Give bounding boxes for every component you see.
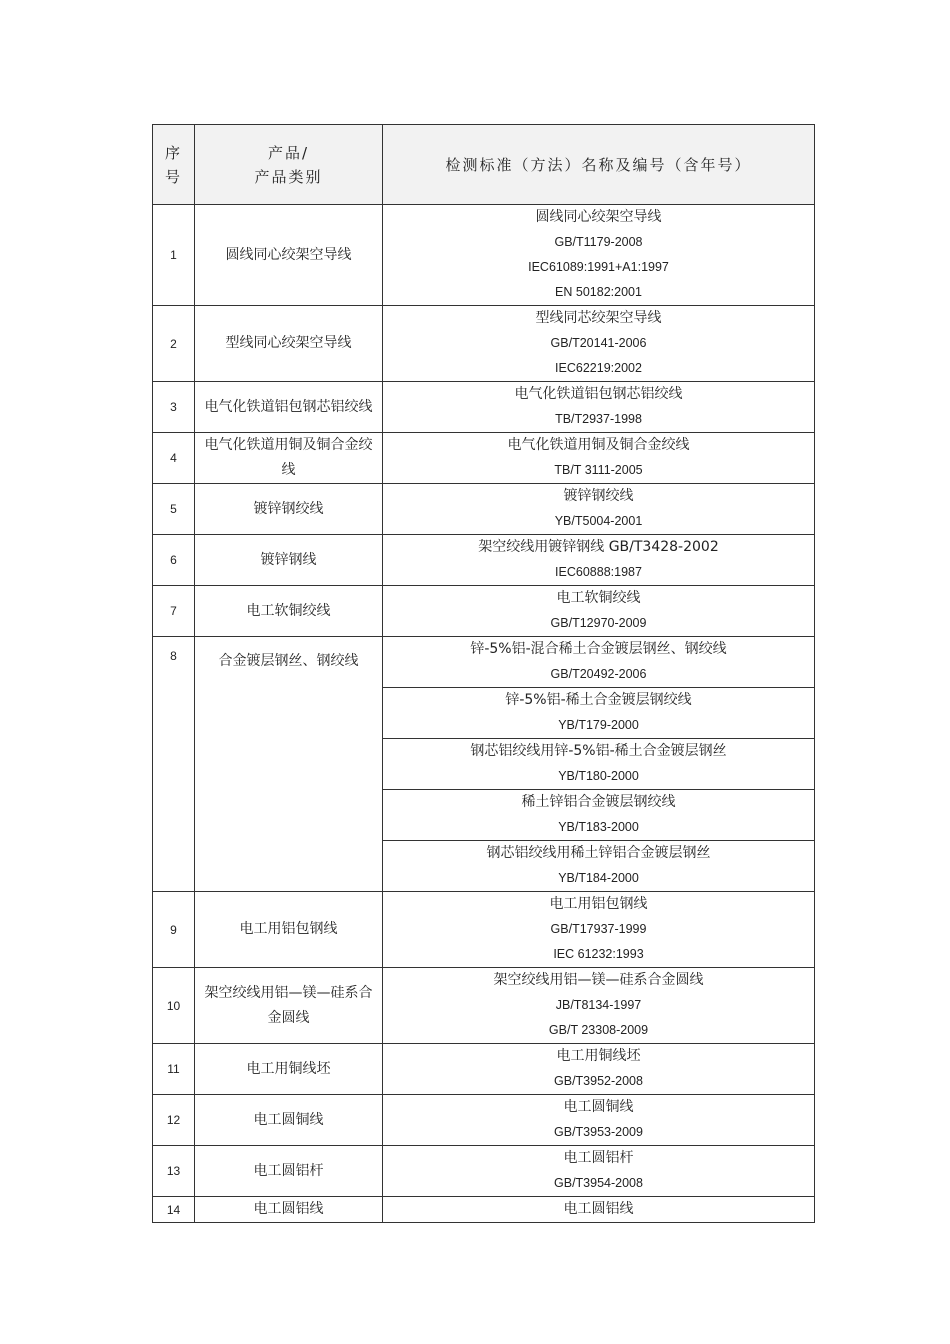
product-name: 电工圆铝线 — [195, 1197, 383, 1223]
standard-title: 稀土锌铝合金镀层钢绞线 — [521, 794, 676, 810]
standard-cell — [383, 790, 815, 841]
standard-code: YB/T5004-2001 — [554, 514, 643, 528]
standards-table — [152, 124, 815, 1223]
standard-code: GB/T 23308-2009 — [548, 1023, 649, 1037]
product-name: 镀锌钢绞线 — [195, 484, 383, 535]
standard-code: EN 50182:2001 — [555, 285, 642, 299]
row-number: 13 — [153, 1146, 195, 1197]
header-seq-no: 序 号 — [153, 125, 195, 205]
standard-code: YB/T179-2000 — [558, 718, 639, 732]
table-row — [153, 205, 815, 306]
table-row — [153, 433, 815, 484]
standard-title: 架空绞线用镀锌钢线 GB/T3428-2002 — [478, 539, 719, 555]
standard-code: GB/T12970-2009 — [550, 616, 647, 630]
standard-cell — [383, 841, 815, 892]
standard-cell — [383, 484, 815, 535]
table-row — [153, 535, 815, 586]
table-row — [153, 1044, 815, 1095]
standard-title: 电工圆铝杆 — [563, 1150, 634, 1166]
standard-code: YB/T180-2000 — [558, 769, 639, 783]
row-number: 11 — [153, 1044, 195, 1095]
table-row — [153, 306, 815, 382]
row-number: 2 — [153, 306, 195, 382]
standard-code: GB/T20492-2006 — [550, 667, 647, 681]
product-name: 架空绞线用铝—镁—硅系合金圆线 — [195, 968, 383, 1044]
standard-cell — [383, 637, 815, 688]
standard-code: YB/T184-2000 — [558, 871, 639, 885]
standard-title: 电工圆铜线 — [563, 1099, 634, 1115]
row-number: 6 — [153, 535, 195, 586]
standard-cell — [383, 739, 815, 790]
row-number: 8 — [153, 637, 195, 892]
row-number: 7 — [153, 586, 195, 637]
standard-cell — [383, 1095, 815, 1146]
row-number: 3 — [153, 382, 195, 433]
standard-cell — [383, 586, 815, 637]
table-row — [153, 637, 815, 688]
table-row — [153, 484, 815, 535]
standard-cell — [383, 433, 815, 484]
standard-title: 圆线同心绞架空导线 — [535, 209, 662, 225]
product-name: 电工用铝包钢线 — [195, 892, 383, 968]
table-row — [153, 1197, 815, 1223]
product-name: 电工圆铝杆 — [195, 1146, 383, 1197]
table-row — [153, 892, 815, 968]
standard-code: GB/T17937-1999 — [550, 922, 647, 936]
standard-code: IEC61089:1991+A1:1997 — [528, 260, 669, 274]
standard-cell — [383, 688, 815, 739]
product-name: 电气化铁道用铜及铜合金绞线 — [195, 433, 383, 484]
table-body — [153, 205, 815, 1223]
product-name: 电工圆铜线 — [195, 1095, 383, 1146]
standard-code: GB/T20141-2006 — [550, 336, 647, 350]
standard-code: GB/T3952-2008 — [554, 1074, 643, 1088]
row-number: 4 — [153, 433, 195, 484]
standard-title: 型线同芯绞架空导线 — [535, 310, 662, 326]
product-name: 镀锌钢线 — [195, 535, 383, 586]
standard-code: TB/T2937-1998 — [555, 412, 642, 426]
standard-cell — [383, 205, 815, 306]
product-name: 电气化铁道铝包钢芯铝绞线 — [195, 382, 383, 433]
table-row — [153, 1095, 815, 1146]
standard-title: 电工圆铝线 — [563, 1201, 634, 1217]
standard-cell — [383, 1146, 815, 1197]
row-number: 14 — [153, 1197, 195, 1223]
standard-title: 锌-5%铝-混合稀土合金镀层钢丝、钢绞线 — [470, 641, 727, 657]
table-row — [153, 382, 815, 433]
standard-cell — [383, 892, 815, 968]
standard-title: 电气化铁道铝包钢芯铝绞线 — [514, 386, 683, 402]
standard-cell — [383, 535, 815, 586]
standard-title: 锌-5%铝-稀土合金镀层钢绞线 — [505, 692, 692, 708]
standard-code: IEC62219:2002 — [555, 361, 642, 375]
standard-code: GB/T3953-2009 — [554, 1125, 643, 1139]
header-product: 产品/ 产品类别 — [195, 125, 383, 205]
standard-title: 钢芯铝绞线用稀土锌铝合金镀层钢丝 — [486, 845, 711, 861]
standard-code: GB/T3954-2008 — [554, 1176, 643, 1190]
product-name: 圆线同心绞架空导线 — [195, 205, 383, 306]
standard-title: 电工软铜绞线 — [556, 590, 641, 606]
product-name: 电工用铜线坯 — [195, 1044, 383, 1095]
table-row — [153, 586, 815, 637]
standard-code: GB/T1179-2008 — [554, 235, 643, 249]
table-header-row — [153, 125, 815, 205]
standard-code: IEC60888:1987 — [555, 565, 642, 579]
product-name: 型线同心绞架空导线 — [195, 306, 383, 382]
product-name: 电工软铜绞线 — [195, 586, 383, 637]
standard-title: 钢芯铝绞线用锌-5%铝-稀土合金镀层钢丝 — [470, 743, 727, 759]
product-name: 合金镀层钢丝、钢绞线 — [195, 637, 383, 892]
standard-code: YB/T183-2000 — [558, 820, 639, 834]
standard-cell — [383, 382, 815, 433]
standard-title: 电工用铝包钢线 — [549, 896, 648, 912]
standard-title: 电气化铁道用铜及铜合金绞线 — [507, 437, 690, 453]
standard-cell — [383, 1197, 815, 1223]
standard-cell — [383, 968, 815, 1044]
standard-cell — [383, 306, 815, 382]
standard-code: TB/T 3111-2005 — [554, 463, 643, 477]
row-number: 5 — [153, 484, 195, 535]
standard-title: 架空绞线用铝—镁—硅系合金圆线 — [493, 972, 704, 988]
standard-title: 镀锌钢绞线 — [563, 488, 634, 504]
standard-cell — [383, 1044, 815, 1095]
row-number: 10 — [153, 968, 195, 1044]
row-number: 12 — [153, 1095, 195, 1146]
row-number: 9 — [153, 892, 195, 968]
table-row — [153, 1146, 815, 1197]
row-number: 1 — [153, 205, 195, 306]
header-standard: 检测标准（方法）名称及编号（含年号） — [383, 125, 815, 205]
standard-code: JB/T8134-1997 — [555, 998, 642, 1012]
standard-code: IEC 61232:1993 — [553, 947, 644, 961]
table-row — [153, 968, 815, 1044]
standard-title: 电工用铜线坯 — [556, 1048, 641, 1064]
